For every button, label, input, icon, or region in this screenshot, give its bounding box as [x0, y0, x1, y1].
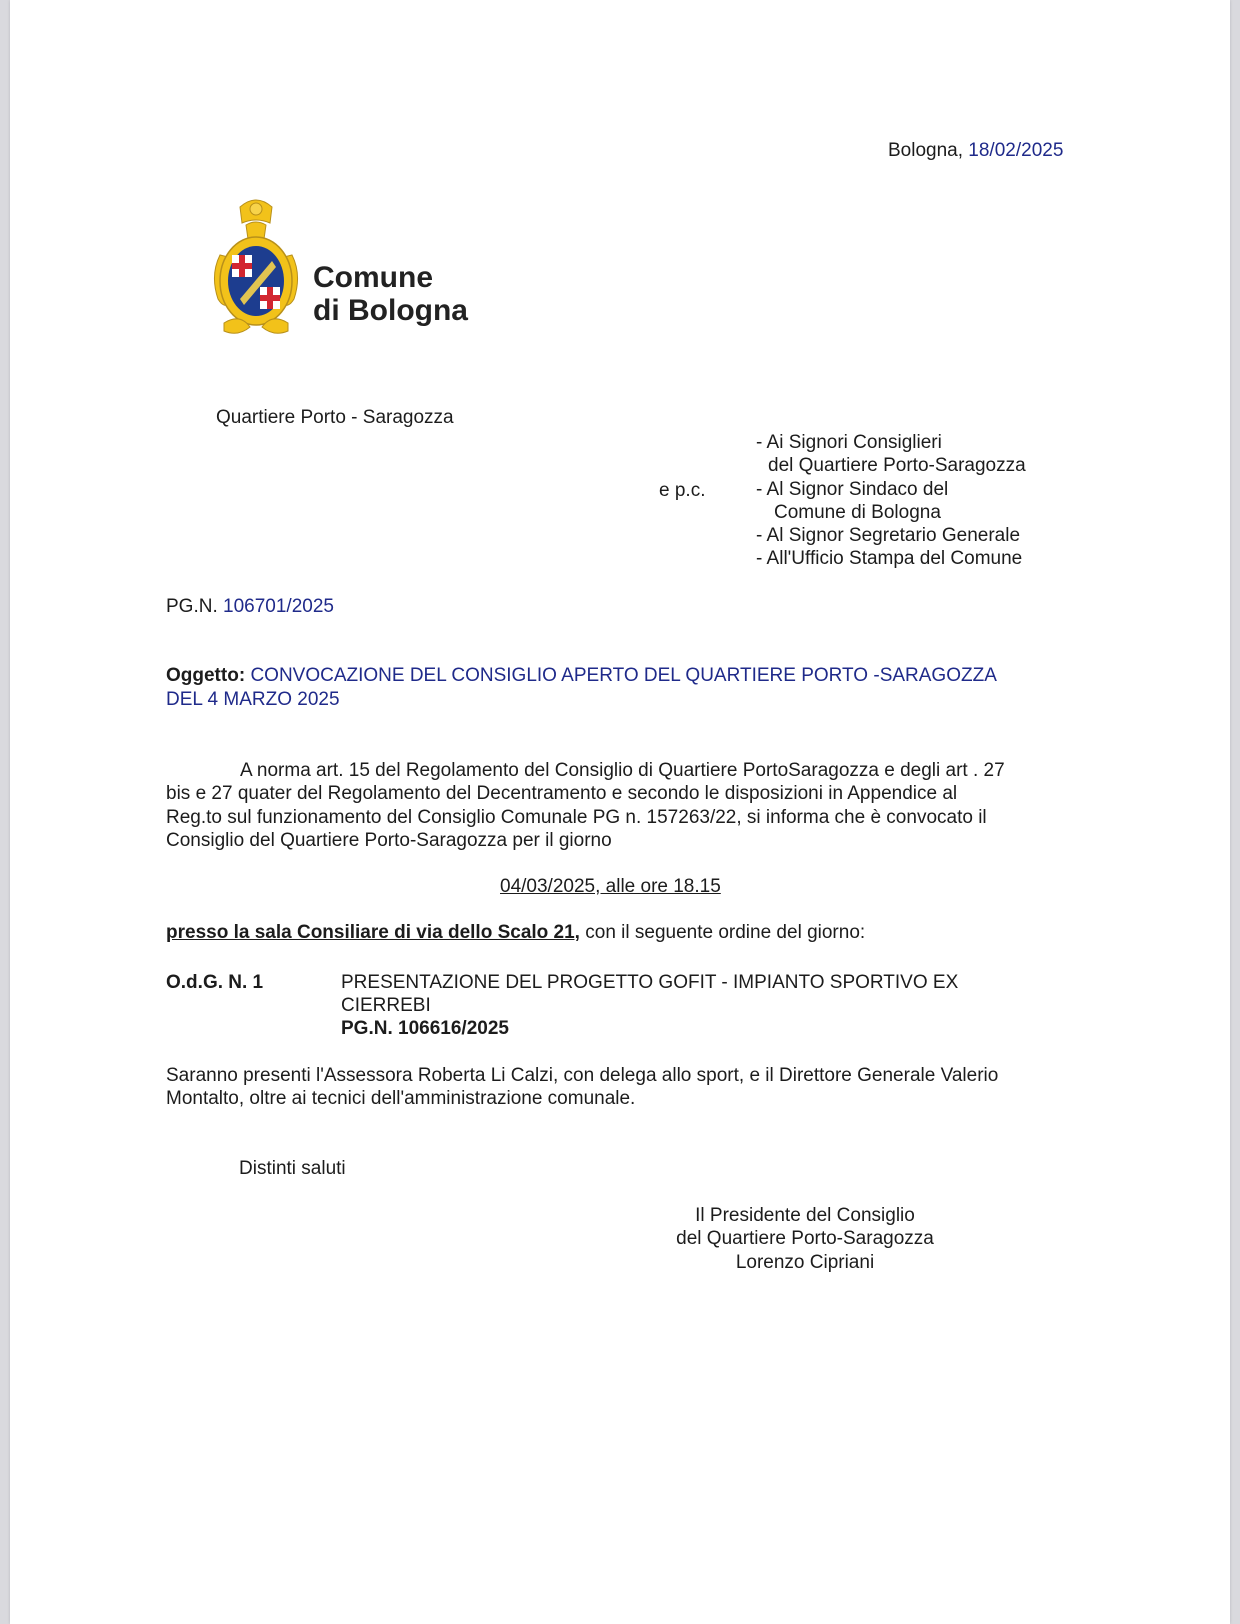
recipient-line: del Quartiere Porto-Saragozza	[768, 455, 1026, 477]
letter-date	[888, 139, 1063, 162]
office-name: Quartiere Porto - Saragozza	[216, 407, 454, 428]
recipient-line: - Al Signor Segretario Generale	[756, 525, 1021, 547]
comune-logo-text	[313, 261, 468, 327]
greeting: Distinti saluti	[239, 1158, 346, 1179]
closing-paragraph	[166, 1064, 998, 1111]
venue-suffix: con il seguente ordine del giorno:	[579, 922, 866, 943]
meeting-datetime: 04/03/2025, alle ore 18.15	[500, 876, 721, 897]
body-paragraph	[166, 759, 1076, 852]
document-page	[10, 0, 1230, 1624]
subject	[166, 664, 997, 687]
recipient-line: - Al Signor Sindaco del	[756, 478, 949, 500]
closing-line: Montalto, oltre ai tecnici dell'amministrazione comunale.	[166, 1088, 636, 1110]
agenda-label: O.d.G. N. 1	[166, 972, 264, 993]
protocol-value: 106701/2025	[223, 596, 334, 617]
signature-line: del Quartiere Porto-Saragozza	[676, 1228, 934, 1250]
body-line: Consiglio del Quartiere Porto-Saragozza per il giorno	[166, 829, 612, 851]
agenda-ref: PG.N. 106616/2025	[341, 1018, 509, 1039]
agenda-line-1: PRESENTAZIONE DEL PROGETTO GOFIT - IMPIANTO SPORTIVO EX	[341, 972, 959, 993]
protocol-number	[166, 595, 334, 618]
venue-address: presso la sala Consiliare di via dello Scalo 21,	[166, 922, 580, 943]
body-line: Reg.to sul funzionamento del Consiglio Comunale PG n. 157263/22, si informa che è convocato il	[166, 806, 987, 828]
protocol-label: PG.N.	[166, 596, 218, 617]
signature-block	[650, 1204, 960, 1274]
subject-label: Oggetto:	[166, 665, 246, 686]
cc-label: e p.c.	[659, 480, 706, 501]
logo-line-1: Comune	[313, 261, 433, 294]
venue	[166, 921, 865, 944]
signature-line: Il Presidente del Consiglio	[695, 1205, 915, 1226]
recipient-line: Comune di Bologna	[774, 501, 941, 523]
recipients-list	[756, 431, 1026, 571]
date-place: Bologna,	[888, 140, 964, 161]
closing-line: Saranno presenti l'Assessora Roberta Li Calzi, con delega allo sport, e il Direttore Generale Valerio	[166, 1065, 999, 1086]
signature-name: Lorenzo Cipriani	[735, 1251, 875, 1273]
body-line: bis e 27 quater del Regolamento del Decentramento e secondo le disposizioni in Appendice al	[166, 783, 958, 805]
body-line: A norma art. 15 del Regolamento del Consiglio di Quartiere PortoSaragozza e degli art . 27	[240, 760, 1005, 781]
recipient-line: - Ai Signori Consiglieri	[756, 432, 942, 453]
subject-line-1: CONVOCAZIONE DEL CONSIGLIO APERTO DEL QUARTIERE PORTO -SARAGOZZA	[250, 665, 997, 686]
recipient-line: - All'Ufficio Stampa del Comune	[756, 548, 1023, 570]
agenda-item	[341, 971, 958, 1040]
date-value: 18/02/2025	[968, 140, 1064, 161]
agenda-line-2: CIERREBI	[341, 995, 431, 1016]
bologna-emblem-icon	[210, 195, 302, 337]
logo-line-2: di Bologna	[313, 294, 468, 327]
subject-line-2: DEL 4 MARZO 2025	[166, 689, 340, 710]
